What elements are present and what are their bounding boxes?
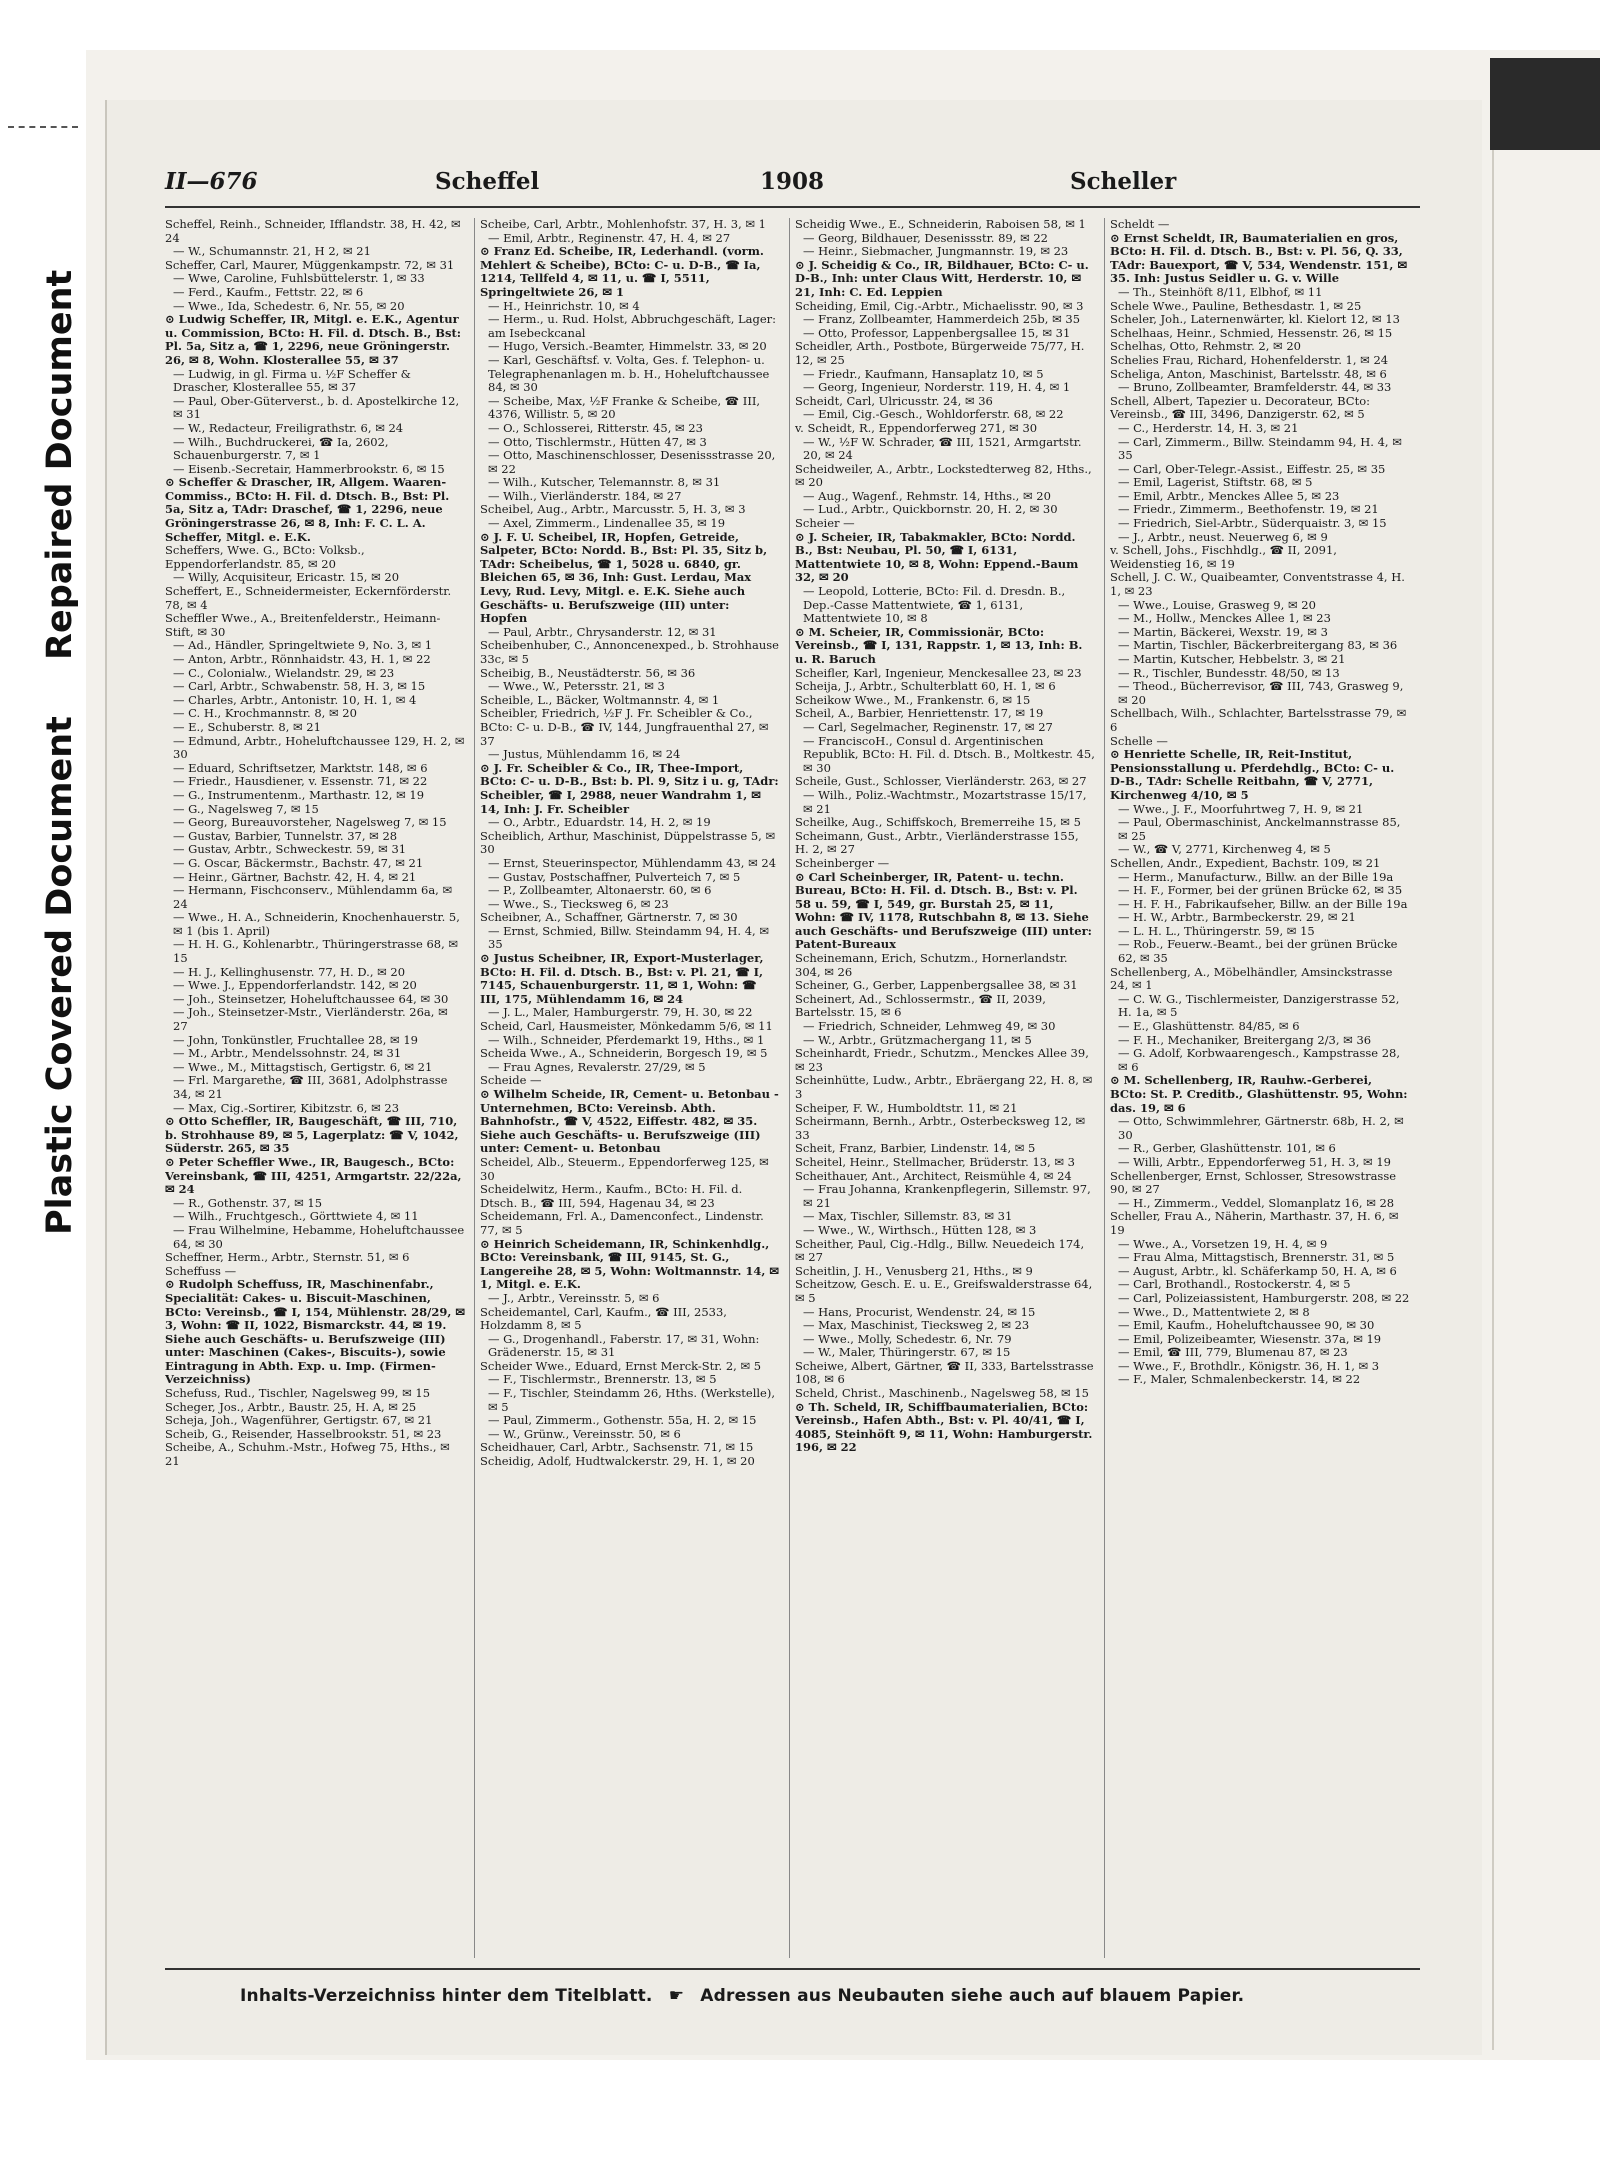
directory-entry: Scheitlin, J. H., Venusberg 21, Hths., ✉ 9 <box>795 1263 1033 1278</box>
directory-entry: — Martin, Kutscher, Hebbelstr. 3, ✉ 21 <box>1118 652 1346 666</box>
directory-entry: — H. H. G., Kohlenarbtr., Thüringerstrasse 68, ✉ 15 <box>173 937 459 966</box>
directory-entry: Scheid, Carl, Hausmeister, Mönkedamm 5/6, ✉ 11 <box>480 1019 773 1034</box>
directory-entry: Scheider Wwe., Eduard, Ernst Merck-Str. 2, ✉ 5 <box>480 1358 762 1373</box>
column-4 <box>1110 218 1410 1958</box>
directory-entry: — Eisenb.-Secretair, Hammerbrookstr. 6, ✉ 15 <box>173 461 445 476</box>
directory-entry: Scheler, Joh., Laternenwärter, kl. Kielort 12, ✉ 13 <box>1110 312 1400 327</box>
directory-entry: Scheja, Joh., Wagenführer, Gertigstr. 67, ✉ 21 <box>165 1413 433 1428</box>
column-divider <box>474 218 475 1958</box>
dashed-mark <box>8 126 78 128</box>
directory-entry: Scheida Wwe., A., Schneiderin, Borgesch 19, ✉ 5 <box>480 1046 768 1061</box>
directory-entry: Scheithauer, Ant., Architect, Reismühle 4, ✉ 24 <box>795 1168 1072 1183</box>
directory-entry: — Edmund, Arbtr., Hoheluftchaussee 129, H. 2, ✉ 30 <box>173 733 465 762</box>
directory-entry: — M., Arbtr., Mendelssohnstr. 24, ✉ 31 <box>173 1046 402 1061</box>
header-left-word: Scheffel <box>435 168 540 195</box>
directory-entry: — August, Arbtr., kl. Schäferkamp 50, H. A, ✉ 6 <box>1118 1263 1397 1278</box>
directory-entry: Schefuss, Rud., Tischler, Nagelsweg 99, ✉ 15 <box>165 1386 431 1401</box>
directory-entry: — Hans, Procurist, Wendenstr. 24, ✉ 15 <box>803 1304 1036 1319</box>
directory-entry: — Frau Agnes, Revalerstr. 27/29, ✉ 5 <box>488 1059 706 1074</box>
directory-entry: — Wwe., W., Petersstr. 21, ✉ 3 <box>488 679 665 694</box>
directory-entry: — Otto, Tischlermstr., Hütten 47, ✉ 3 <box>488 434 707 449</box>
directory-entry: — Wwe., H. A., Schneiderin, Knochenhauerstr. 5, ✉ 1 (bis 1. April) <box>173 910 460 938</box>
side-labels <box>40 140 80 1240</box>
directory-entry: — Wilh., Fruchtgesch., Görttwiete 4, ✉ 11 <box>173 1209 419 1224</box>
directory-entry: Scheidig Wwe., E., Schneiderin, Raboisen 58, ✉ 1 <box>795 218 1086 231</box>
directory-entry: Schellen, Andr., Expedient, Bachstr. 109, ✉ 21 <box>1110 855 1381 870</box>
directory-entry: — C., Herderstr. 14, H. 3, ✉ 21 <box>1118 420 1299 435</box>
directory-entry: Scheidt, Carl, Ulricusstr. 24, ✉ 36 <box>795 393 993 408</box>
directory-entry: — Otto, Schwimmlehrer, Gärtnerstr. 68b, H. 2, ✉ 30 <box>1118 1114 1404 1142</box>
directory-entry: Scheffuss — <box>165 1263 237 1278</box>
footer-left-text: Inhalts-Verzeichniss hinter dem Titelblatt. <box>240 1986 653 2006</box>
directory-entry: Scheibler, Friedrich, ½F J. Fr. Scheibler & Co., BCto: C- u. D-B., ☎ IV, 144, Jungfrauenthal 27, ✉ 37 <box>480 706 769 748</box>
directory-entry: Scheidhauer, Carl, Arbtr., Sachsenstr. 71, ✉ 15 <box>480 1440 754 1455</box>
directory-entry: ⊙ Th. Scheld, IR, Schiffbaumaterialien, BCto: Vereinsb., Hafen Abth., Bst: v. Pl. 40/41, ☎ I, 4085, Steinhöft 9, ✉ 11, Wohn: Hamburgerstr. 196, ✉ 22 <box>795 1399 1093 1455</box>
directory-entry: ⊙ J. Scheier, IR, Tabakmakler, BCto: Nordd. B., Bst: Neubau, Pl. 50, ☎ I, 6131, Mattentwiete 10, ✉ 8, Wohn: Eppend.-Baum 32, ✉ 20 <box>795 529 1079 585</box>
directory-entry: — Ernst, Steuerinspector, Mühlendamm 43, ✉ 24 <box>488 855 777 870</box>
directory-entry: — Friedr., Kaufmann, Hansaplatz 10, ✉ 5 <box>803 366 1044 381</box>
directory-entry: — Bruno, Zollbeamter, Bramfelderstr. 44, ✉ 33 <box>1118 380 1392 395</box>
directory-entry: — Friedrich, Schneider, Lehmweg 49, ✉ 30 <box>803 1019 1056 1034</box>
directory-entry: Scheffler Wwe., A., Breitenfelderstr., Heimann-Stift, ✉ 30 <box>165 611 441 639</box>
directory-entry: — Theod., Bücherrevisor, ☎ III, 743, Grasweg 9, ✉ 20 <box>1118 679 1404 707</box>
directory-entry: — Lud., Arbtr., Quickbornstr. 20, H. 2, ✉ 30 <box>803 502 1058 517</box>
directory-entry: Scheile, Gust., Schlosser, Vierländerstr. 263, ✉ 27 <box>795 774 1087 789</box>
directory-entry: — Friedr., Hausdiener, v. Essenstr. 71, ✉ 22 <box>173 774 428 789</box>
page-footer <box>240 1986 1244 2006</box>
black-tab <box>1490 58 1600 150</box>
directory-entry: Scheffner, Herm., Arbtr., Sternstr. 51, ✉ 6 <box>165 1250 410 1265</box>
directory-entry: — E., Glashüttenstr. 84/85, ✉ 6 <box>1118 1019 1300 1034</box>
directory-entry: — Heinr., Siebmacher, Jungmannstr. 19, ✉ 23 <box>803 244 1069 259</box>
directory-entry: Scheil, A., Barbier, Henriettenstr. 17, ✉ 19 <box>795 706 1044 721</box>
directory-entry: — Wilh., Schneider, Pferdemarkt 19, Hths., ✉ 1 <box>488 1032 765 1047</box>
directory-entry: — Charles, Arbtr., Antonistr. 10, H. 1, ✉ 4 <box>173 692 417 707</box>
directory-entry: — Ludwig, in gl. Firma u. ½F Scheffer & Drascher, Klosterallee 55, ✉ 37 <box>173 366 411 395</box>
directory-entry: — Wilh., Buchdruckerei, ☎ Ia, 2602, Schauenburgerstr. 7, ✉ 1 <box>173 434 389 463</box>
directory-entry: — Emil, Lagerist, Stiftstr. 68, ✉ 5 <box>1118 475 1313 490</box>
directory-entry: Schellenberger, Ernst, Schlosser, Stresowstrasse 90, ✉ 27 <box>1110 1168 1397 1197</box>
directory-entry: Scheiper, F. W., Humboldtstr. 11, ✉ 21 <box>795 1100 1018 1115</box>
page-edge <box>1492 150 1494 2050</box>
directory-entry: Scheidemann, Frl. A., Damenconfect., Lindenstr. 77, ✉ 5 <box>480 1209 764 1237</box>
directory-entry: ⊙ Henriette Schelle, IR, Reit-Institut, Pensionsstallung u. Pferdehdlg., BCto: C- u. D-B., TAdr: Schelle Reitbahn, ☎ V, 2771, Kirchenweg 4/10, ✉ 5 <box>1110 747 1395 802</box>
directory-entry: — Herm., Manufacturw., Billw. an der Bille 19a <box>1118 869 1394 884</box>
directory-entry: Schelhaas, Heinr., Schmied, Hessenstr. 26, ✉ 15 <box>1110 325 1393 340</box>
directory-entry: — Georg, Bureauvorsteher, Nagelsweg 7, ✉ 15 <box>173 815 447 830</box>
directory-entry: Scheidel, Alb., Steuerm., Eppendorferweg 125, ✉ 30 <box>480 1154 769 1183</box>
directory-entry: — Otto, Professor, Lappenbergsallee 15, ✉ 31 <box>803 325 1071 340</box>
directory-entry: — L. H. L., Thüringerstr. 59, ✉ 15 <box>1118 923 1315 938</box>
directory-entry: — Carl, Zimmerm., Billw. Steindamm 94, H. 4, ✉ 35 <box>1118 434 1402 463</box>
directory-entry: Scheinberger — <box>795 855 890 870</box>
directory-entry: — G. Oscar, Bäckermstr., Bachstr. 47, ✉ 21 <box>173 855 424 870</box>
directory-entry: — Frau Wilhelmine, Hebamme, Hoheluftchaussee 64, ✉ 30 <box>173 1222 465 1251</box>
directory-entry: — Friedr., Zimmerm., Beethofenstr. 19, ✉ 21 <box>1118 502 1379 517</box>
directory-entry: — Paul, Obermaschinist, Anckelmannstrasse 85, ✉ 25 <box>1118 815 1401 843</box>
directory-entry: — Joh., Steinsetzer, Hoheluftchaussee 64, ✉ 30 <box>173 991 449 1006</box>
directory-entry: — C., Colonialw., Wielandstr. 29, ✉ 23 <box>173 665 395 680</box>
directory-entry: — Wwe., Ida, Schedestr. 6, Nr. 55, ✉ 20 <box>173 298 405 313</box>
directory-entry: Scheit, Franz, Barbier, Lindenstr. 14, ✉ 5 <box>795 1141 1036 1156</box>
directory-entry: — Wwe, Caroline, Fuhlsbüttelerstr. 1, ✉ 33 <box>173 271 425 286</box>
directory-entry: Scheiwe, Albert, Gärtner, ☎ II, 333, Bartelsstrasse 108, ✉ 6 <box>795 1358 1094 1387</box>
directory-entry: Schellenberg, A., Möbelhändler, Amsinckstrasse 24, ✉ 1 <box>1110 964 1393 993</box>
directory-entry: — G. Adolf, Korbwaarengesch., Kampstrasse 28, ✉ 6 <box>1118 1046 1401 1074</box>
directory-entry: — Wwe., Molly, Schedestr. 6, Nr. 79 <box>803 1331 1012 1346</box>
column-2 <box>480 218 780 1958</box>
directory-entry: — Carl, Brothandl., Rostockerstr. 4, ✉ 5 <box>1118 1277 1351 1292</box>
directory-entry: — H., Heinrichstr. 10, ✉ 4 <box>488 298 640 313</box>
directory-entry: — R., Tischler, Bundesstr. 48/50, ✉ 13 <box>1118 665 1340 680</box>
directory-entry: — Martin, Tischler, Bäckerbreitergang 83, ✉ 36 <box>1118 638 1398 653</box>
directory-entry: Scheinert, Ad., Schlossermstr., ☎ II, 2039, Bartelsstr. 15, ✉ 6 <box>795 991 1046 1020</box>
pointing-hand-icon: ☛ <box>668 1986 685 2006</box>
directory-entry: — Wilh., Poliz.-Wachtmstr., Mozartstrasse 15/17, ✉ 21 <box>803 787 1087 816</box>
directory-entry: — W., Grünw., Vereinsstr. 50, ✉ 6 <box>488 1426 681 1441</box>
directory-entry: — H., Zimmerm., Veddel, Slomanplatz 16, ✉ 28 <box>1118 1195 1395 1210</box>
directory-entry: Scheibner, A., Schaffner, Gärtnerstr. 7, ✉ 30 <box>480 910 738 925</box>
directory-entry: — Frau Alma, Mittagstisch, Brennerstr. 31, ✉ 5 <box>1118 1250 1395 1265</box>
directory-entry: — Wwe., J. F., Moorfuhrtweg 7, H. 9, ✉ 21 <box>1118 801 1364 816</box>
page-header <box>165 168 1420 202</box>
directory-entry: Scheiblich, Arthur, Maschinist, Düppelstrasse 5, ✉ 30 <box>480 828 776 857</box>
directory-entry: — Hermann, Fischconserv., Mühlendamm 6a, ✉ 24 <box>173 883 453 911</box>
directory-entry: — Justus, Mühlendamm 16, ✉ 24 <box>488 747 681 762</box>
directory-entry: — Max, Cig.-Sortirer, Kibitzstr. 6, ✉ 23 <box>173 1100 400 1115</box>
directory-entry: — Joh., Steinsetzer-Mstr., Vierländerstr. 26a, ✉ 27 <box>173 1005 448 1034</box>
directory-entry: ⊙ Peter Scheffler Wwe., IR, Baugesch., BCto: Vereinsbank, ☎ III, 4251, Armgartstr. 22/22a, ✉ 24 <box>165 1154 462 1197</box>
directory-entry: — Wwe., F., Brothdlr., Königstr. 36, H. 1, ✉ 3 <box>1118 1358 1380 1373</box>
directory-entry: Scheliga, Anton, Maschinist, Bartelsstr. 48, ✉ 6 <box>1110 366 1387 381</box>
directory-entry: Scheffer, Carl, Maurer, Müggenkampstr. 72, ✉ 31 <box>165 257 455 272</box>
directory-entry: ⊙ Carl Scheinberger, IR, Patent- u. techn. Bureau, BCto: H. Fil. d. Dtsch. B., Bst: v. Pl. 58 u. 59, ☎ I, 549, gr. Burstah 25, ✉ 11, Wohn: ☎ IV, 1178, Rutschbahn 8, ✉ 13. Siehe auch Geschäfts- und Berufszweige (III) unter: Patent-Bureaux <box>795 869 1092 952</box>
column-divider <box>789 218 790 1958</box>
directory-entry: — Leopold, Lotterie, BCto: Fil. d. Dresdn. B., Dep.-Casse Mattentwiete, ☎ 1, 6131, Mattentwiete 10, ✉ 8 <box>803 584 1066 626</box>
directory-entry: — John, Tonkünstler, Fruchtallee 28, ✉ 19 <box>173 1032 418 1047</box>
directory-entry: — W., ½F W. Schrader, ☎ III, 1521, Armgartstr. 20, ✉ 24 <box>803 434 1082 463</box>
directory-entry: Scheinhardt, Friedr., Schutzm., Menckes Allee 39, ✉ 23 <box>795 1046 1089 1074</box>
directory-entry: Scheikow Wwe., M., Frankenstr. 6, ✉ 15 <box>795 692 1031 707</box>
directory-entry: — H. J., Kellinghusenstr. 77, H. D., ✉ 20 <box>173 964 406 979</box>
directory-entry: — Franz, Zollbeamter, Hammerdeich 25b, ✉ 35 <box>803 312 1081 327</box>
directory-entry: ⊙ Franz Ed. Scheibe, IR, Lederhandl. (vorm. Mehlert & Scheibe), BCto: C- u. D-B., ☎ Ia, 1214, Tellfeld 4, ✉ 11, u. ☎ I, 5511, Springeltwiete 26, ✉ 1 <box>480 244 764 299</box>
directory-entry: ⊙ Scheffer & Drascher, IR, Allgem. Waaren-Commiss., BCto: H. Fil. d. Dtsch. B., Bst: Pl. 5a, Sitz a, TAdr: Draschef, ☎ 1, 2296, neue Gröningerstrasse 26, ✉ 8, Inh: F. C. L. A. Scheffer, Mitgl. e. E.K. <box>165 475 450 544</box>
directory-entry: — P., Zollbeamter, Altonaerstr. 60, ✉ 6 <box>488 883 712 898</box>
directory-entry: Scheifler, Karl, Ingenieur, Menckesallee 23, ✉ 23 <box>795 665 1082 680</box>
directory-entry: — Anton, Arbtr., Rönnhaidstr. 43, H. 1, ✉ 22 <box>173 652 431 666</box>
directory-entry: Scheibe, A., Schuhm.-Mstr., Hofweg 75, Hths., ✉ 21 <box>165 1440 450 1469</box>
directory-entry: — G., Instrumentenm., Marthastr. 12, ✉ 19 <box>173 787 425 802</box>
directory-entry: — W., Schumannstr. 21, H 2, ✉ 21 <box>173 244 371 259</box>
column-divider <box>1104 218 1105 1958</box>
directory-entry: Scheija, J., Arbtr., Schulterblatt 60, H. 1, ✉ 6 <box>795 679 1056 694</box>
directory-entry: Scheffel, Reinh., Schneider, Ifflandstr. 38, H. 42, ✉ 24 <box>165 218 461 245</box>
directory-entry: Scheld, Christ., Maschinenb., Nagelsweg 58, ✉ 15 <box>795 1386 1089 1401</box>
directory-entry: — Heinr., Gärtner, Bachstr. 42, H. 4, ✉ 21 <box>173 869 417 884</box>
directory-entry: — W., ☎ V, 2771, Kirchenweg 4, ✉ 5 <box>1118 842 1331 857</box>
directory-entry: Scheirmann, Bernh., Arbtr., Osterbecksweg 12, ✉ 33 <box>795 1114 1086 1142</box>
directory-entry: Scheidig, Adolf, Hudtwalckerstr. 29, H. 1, ✉ 20 <box>480 1454 755 1469</box>
directory-entry: — Wwe., W., Wirthsch., Hütten 128, ✉ 3 <box>803 1222 1037 1237</box>
directory-entry: Scheible, L., Bäcker, Woltmannstr. 4, ✉ 1 <box>480 692 720 707</box>
directory-entry: — Carl, Arbtr., Schwabenstr. 58, H. 3, ✉ 15 <box>173 679 426 694</box>
directory-entry: — Herm., u. Rud. Holst, Abbruchgeschäft, Lager: am Isebeckcanal <box>488 312 777 340</box>
directory-entry: Scheidemantel, Carl, Kaufm., ☎ III, 2533, Holzdamm 8, ✉ 5 <box>480 1304 727 1333</box>
directory-entry: — Ernst, Schmied, Billw. Steindamm 94, H. 4, ✉ 35 <box>488 923 769 952</box>
directory-entry: — H. F., Former, bei der grünen Brücke 62, ✉ 35 <box>1118 883 1403 898</box>
directory-entry: ⊙ Rudolph Scheffuss, IR, Maschinenfabr., Specialität: Cakes- u. Biscuit-Maschinen, BCto: Vereinsb., ☎ I, 154, Mühlenstr. 28/29, ✉ 3, Wohn: ☎ II, 1022, Bismarckstr. 44, ✉ 19. Siehe auch Geschäfts- u. Berufszweige (III) unter: Maschinen (Cakes-, Biscuits-), sowie Eintragung in Abth. Exp. u. Imp. (Firmen-Verzeichniss) <box>165 1277 465 1387</box>
directory-entry: — Th., Steinhöft 8/11, Elbhof, ✉ 11 <box>1118 284 1323 299</box>
directory-entry: — Carl, Segelmacher, Reginenstr. 17, ✉ 27 <box>803 719 1053 734</box>
directory-entry: — M., Hollw., Menckes Allee 1, ✉ 23 <box>1118 611 1331 626</box>
directory-entry: Scheller, Frau A., Näherin, Marthastr. 37, H. 6, ✉ 19 <box>1110 1209 1399 1237</box>
directory-entry: — Gustav, Arbtr., Schweckestr. 59, ✉ 31 <box>173 842 407 857</box>
directory-entry: — Paul, Zimmerm., Gothenstr. 55a, H. 2, ✉ 15 <box>488 1413 757 1428</box>
directory-entry: Scheither, Paul, Cig.-Hdlg., Billw. Neuedeich 174, ✉ 27 <box>795 1236 1085 1265</box>
directory-entry: Scheiner, G., Gerber, Lappenbergsallee 38, ✉ 31 <box>795 978 1078 993</box>
directory-entry: — H. W., Arbtr., Barmbeckerstr. 29, ✉ 21 <box>1118 910 1356 925</box>
directory-entry: — Emil, Kaufm., Hoheluftchaussee 90, ✉ 30 <box>1118 1318 1375 1333</box>
directory-entry: — F., Tischler, Steindamm 26, Hths. (Werkstelle), ✉ 5 <box>488 1386 775 1414</box>
directory-entry: — R., Gothenstr. 37, ✉ 15 <box>173 1195 323 1210</box>
directory-entry: — Willi, Arbtr., Eppendorferweg 51, H. 3, ✉ 19 <box>1118 1154 1391 1169</box>
directory-entry: — O., Schlosserei, Ritterstr. 45, ✉ 23 <box>488 420 703 435</box>
directory-entry: ⊙ M. Schellenberg, IR, Rauhw.-Gerberei, BCto: St. P. Creditb., Glashüttenstr. 95, Wohn: das. 19, ✉ 6 <box>1110 1073 1408 1115</box>
directory-entry: Schell, Albert, Tapezier u. Decorateur, BCto: Vereinsb., ☎ III, 3496, Danzigerstr. 62, ✉ 5 <box>1110 393 1370 422</box>
directory-entry: ⊙ Wilhelm Scheide, IR, Cement- u. Betonbau - Unternehmen, BCto: Vereinsb. Abth. Bahnhofstr., ☎ V, 4522, Eiffestr. 482, ✉ 35. Siehe auch Geschäfts- u. Berufszweige (III) unter: Cement- u. Betonbau <box>480 1087 779 1156</box>
directory-entry: v. Scheidt, R., Eppendorferweg 271, ✉ 30 <box>795 420 1038 435</box>
directory-entry: — Ferd., Kaufm., Fettstr. 22, ✉ 6 <box>173 284 364 299</box>
directory-entry: — Ad., Händler, Springeltwiete 9, No. 3, ✉ 1 <box>173 638 433 653</box>
directory-entry: — Wwe., Louise, Grasweg 9, ✉ 20 <box>1118 597 1316 612</box>
directory-entry: — Georg, Bildhauer, Desenissstr. 89, ✉ 22 <box>803 230 1048 245</box>
header-rule <box>165 206 1420 208</box>
directory-entry: Scheibig, B., Neustädterstr. 56, ✉ 36 <box>480 665 696 680</box>
directory-entry: — Paul, Arbtr., Chrysanderstr. 12, ✉ 31 <box>488 624 717 639</box>
directory-entry: Scheffert, E., Schneidermeister, Eckernförderstr. 78, ✉ 4 <box>165 584 452 612</box>
directory-entry: — Rob., Feuerw.-Beamt., bei der grünen Brücke 62, ✉ 35 <box>1118 937 1398 966</box>
directory-entry: — Max, Tischler, Sillemstr. 83, ✉ 31 <box>803 1209 1013 1224</box>
directory-entry: — F. H., Mechaniker, Breitergang 2/3, ✉ 36 <box>1118 1032 1372 1047</box>
directory-entry: — Wilh., Kutscher, Telemannstr. 8, ✉ 31 <box>488 475 721 490</box>
directory-entry: ⊙ J. Scheidig & Co., IR, Bildhauer, BCto: C- u. D-B., Inh: unter Claus Witt, Herderstr. 10, ✉ 21, Inh: C. Ed. Leppien <box>795 257 1089 299</box>
directory-entry: — C. W. G., Tischlermeister, Danzigerstrasse 52, H. 1a, ✉ 5 <box>1118 991 1400 1020</box>
directory-entry: — Scheibe, Max, ½F Franke & Scheibe, ☎ III, 4376, Willistr. 5, ✉ 20 <box>488 393 761 422</box>
directory-entry: — Carl, Polizeiassistent, Hamburgerstr. 208, ✉ 22 <box>1118 1290 1410 1305</box>
directory-entry: ⊙ J. F. U. Scheibel, IR, Hopfen, Getreide, Salpeter, BCto: Nordd. B., Bst: Pl. 35, Sitz b, TAdr: Scheibelus, ☎ 1, 5028 u. 6840, gr. Bleichen 65, ✉ 36, Inh: Gust. Lerdau, Max Levy, Rud. Levy, Mitgl. e. E.K. Siehe auch Geschäfts- u. Berufszweige (III) unter: Hopfen <box>480 529 768 626</box>
directory-entry: — Eduard, Schriftsetzer, Marktstr. 148, ✉ 6 <box>173 760 428 775</box>
directory-entry: — Aug., Wagenf., Rehmstr. 14, Hths., ✉ 20 <box>803 488 1051 503</box>
directory-entry: Scheldt — <box>1110 218 1170 231</box>
column-1 <box>165 218 465 1958</box>
footer-rule <box>165 1968 1420 1970</box>
directory-entry: Scheilke, Aug., Schiffskoch, Bremerreihe 15, ✉ 5 <box>795 815 1081 830</box>
directory-entry: Schele Wwe., Pauline, Bethesdastr. 1, ✉ 25 <box>1110 298 1362 313</box>
directory-entry: — Friedrich, Siel-Arbtr., Süderquaistr. 3, ✉ 15 <box>1118 516 1387 531</box>
directory-entry: — W., Arbtr., Grützmachergang 11, ✉ 5 <box>803 1032 1032 1047</box>
directory-entry: — Paul, Ober-Güterverst., b. d. Apostelkirche 12, ✉ 31 <box>173 393 460 422</box>
directory-entry: — E., Schuberstr. 8, ✉ 21 <box>173 719 321 734</box>
directory-entry: Scheibel, Aug., Arbtr., Marcusstr. 5, H. 3, ✉ 3 <box>480 502 746 517</box>
directory-entry: ⊙ Heinrich Scheidemann, IR, Schinkenhdlg., BCto: Vereinsbank, ☎ III, 9145, St. G., Langereihe 28, ✉ 5, Wohn: Woltmannstr. 14, ✉ 1, Mitgl. e. E.K. <box>480 1236 780 1292</box>
directory-entry: Scheier — <box>795 516 855 531</box>
directory-entry: ⊙ Ernst Scheldt, IR, Baumaterialien en gros, BCto: H. Fil. d. Dtsch. B., Bst: v. Pl. 56, Q. 33, TAdr: Bauexport, ☎ V, 534, Wendenstr. 151, ✉ 35. Inh: Justus Seidler u. G. v. Wille <box>1110 230 1408 286</box>
directory-entry: Scheiding, Emil, Cig.-Arbtr., Michaelisstr. 90, ✉ 3 <box>795 298 1084 313</box>
directory-entry: ⊙ Ludwig Scheffer, IR, Mitgl. e. E.K., Agentur u. Commission, BCto: H. Fil. d. Dtsch. B., Bst: Pl. 5a, Sitz a, ☎ 1, 2296, neue Gröningerstr. 26, ✉ 8, Wohn. Klosterallee 55, ✉ 37 <box>165 312 462 367</box>
directory-entry: Schelies Frau, Richard, Hohenfelderstr. 1, ✉ 24 <box>1110 352 1389 367</box>
directory-entry: — Karl, Geschäftsf. v. Volta, Ges. f. Telephon- u. Telegraphenanlagen m. b. H., Hoheluftchaussee 84, ✉ 30 <box>488 352 770 395</box>
directory-entry: ⊙ Justus Scheibner, IR, Export-Musterlager, BCto: H. Fil. d. Dtsch. B., Bst: v. Pl. 21, ☎ I, 7145, Schauenburgerstr. 11, ✉ 1, Wohn: ☎ III, 175, Mühlendamm 16, ✉ 24 <box>480 951 764 1006</box>
directory-entry: — Willy, Acquisiteur, Ericastr. 15, ✉ 20 <box>173 570 400 585</box>
directory-entry: — W., Maler, Thüringerstr. 67, ✉ 15 <box>803 1345 1011 1360</box>
directory-entry: — O., Arbtr., Eduardstr. 14, H. 2, ✉ 19 <box>488 815 711 830</box>
directory-entry: — Emil, Arbtr., Reginenstr. 47, H. 4, ✉ 27 <box>488 230 731 245</box>
directory-entry: — Wilh., Vierländerstr. 184, ✉ 27 <box>488 488 682 503</box>
directory-entry: Scheidelwitz, Herm., Kaufm., BCto: H. Fil. d. Dtsch. B., ☎ III, 594, Hagenau 34, ✉ 23 <box>480 1182 743 1210</box>
directory-entry: — Emil, Arbtr., Menckes Allee 5, ✉ 23 <box>1118 488 1340 503</box>
directory-entry: Scheimann, Gust., Arbtr., Vierländerstrasse 155, H. 2, ✉ 27 <box>795 828 1079 857</box>
repaired-document-label: Repaired Document <box>40 269 80 660</box>
directory-entry: — J., Arbtr., neust. Neuerweg 6, ✉ 9 <box>1118 529 1328 544</box>
directory-entry: Scheidler, Arth., Postbote, Bürgerweide 75/77, H. 12, ✉ 25 <box>795 339 1085 367</box>
directory-entry: — Martin, Bäckerei, Wexstr. 19, ✉ 3 <box>1118 624 1328 639</box>
directory-entry: — FranciscoH., Consul d. Argentinischen Republik, BCto: H. Fil. d. Dtsch. B., Moltkestr. 45, ✉ 30 <box>803 733 1095 775</box>
directory-entry: — Wwe., A., Vorsetzen 19, H. 4, ✉ 9 <box>1118 1236 1328 1251</box>
directory-entry: Scheibenhuber, C., Annoncenexped., b. Strohhause 33c, ✉ 5 <box>480 638 779 666</box>
directory-entry: Scheger, Jos., Arbtr., Baustr. 25, H. A, ✉ 25 <box>165 1399 417 1414</box>
plastic-covered-label: Plastic Covered Document <box>40 716 80 1235</box>
directory-entry: — Gustav, Postschaffner, Pulverteich 7, ✉ 5 <box>488 869 741 884</box>
directory-entry: Schelle — <box>1110 733 1168 748</box>
directory-entry: — Axel, Zimmerm., Lindenallee 35, ✉ 19 <box>488 516 726 531</box>
directory-entry: — R., Gerber, Glashüttenstr. 101, ✉ 6 <box>1118 1141 1336 1156</box>
directory-entry: — Wwe., D., Mattentwiete 2, ✉ 8 <box>1118 1304 1310 1319</box>
directory-entry: — Wwe., S., Tiecksweg 6, ✉ 23 <box>488 896 669 911</box>
directory-entry: Scheffers, Wwe. G., BCto: Volksb., Eppendorferlandstr. 85, ✉ 20 <box>165 543 365 571</box>
directory-entry: Scheide — <box>480 1073 542 1088</box>
directory-entry: — G., Drogenhandl., Faberstr. 17, ✉ 31, Wohn: Grädenerstr. 15, ✉ 31 <box>488 1331 760 1360</box>
directory-entry: Schelhas, Otto, Rehmstr. 2, ✉ 20 <box>1110 339 1301 354</box>
directory-entry: — W., Redacteur, Freiligrathstr. 6, ✉ 24 <box>173 420 404 435</box>
directory-entry: ⊙ J. Fr. Scheibler & Co., IR, Thee-Import, BCto: C- u. D-B., Bst: b. Pl. 9, Sitz i u. g, TAdr: Scheibler, ☎ I, 2988, neuer Wandrahm 1, ✉ 14, Inh: J. Fr. Scheibler <box>480 760 779 816</box>
directory-entry: — Frau Johanna, Krankenpflegerin, Sillemstr. 97, ✉ 21 <box>803 1182 1091 1210</box>
directory-entry: — Emil, ☎ III, 779, Blumenau 87, ✉ 23 <box>1118 1345 1348 1360</box>
footer-right-text: Adressen aus Neubauten siehe auch auf blauem Papier. <box>700 1986 1245 2006</box>
directory-entry: — Wwe., M., Mittagstisch, Gertigstr. 6, ✉ 21 <box>173 1059 433 1074</box>
header-year: 1908 <box>760 168 825 195</box>
directory-entry: — C. H., Krochmannstr. 8, ✉ 20 <box>173 706 357 721</box>
directory-entry: — Carl, Ober-Telegr.-Assist., Eiffestr. 25, ✉ 35 <box>1118 461 1386 476</box>
directory-entry: Scheitzow, Gesch. E. u. E., Greifswalderstrasse 64, ✉ 5 <box>795 1277 1093 1305</box>
directory-entry: ⊙ M. Scheier, IR, Commissionär, BCto: Vereinsb., ☎ I, 131, Rappstr. 1, ✉ 13, Inh: B. u. R. Baruch <box>795 624 1083 666</box>
directory-entry: — J. L., Maler, Hamburgerstr. 79, H. 30, ✉ 22 <box>488 1005 753 1020</box>
directory-entry: Scheidweiler, A., Arbtr., Lockstedterweg 82, Hths., ✉ 20 <box>795 461 1092 490</box>
directory-entry: — Wwe. J., Eppendorferlandstr. 142, ✉ 20 <box>173 978 417 993</box>
directory-entry: — Gustav, Barbier, Tunnelstr. 37, ✉ 28 <box>173 828 398 843</box>
directory-entry: — Hugo, Versich.-Beamter, Himmelstr. 33, ✉ 20 <box>488 339 767 354</box>
header-right-word: Scheller <box>1070 168 1177 195</box>
directory-entry: — F., Tischlermstr., Brennerstr. 13, ✉ 5 <box>488 1372 717 1387</box>
directory-entry: Scheitel, Heinr., Stellmacher, Brüderstr. 13, ✉ 3 <box>795 1154 1076 1169</box>
directory-entry: Scheinemann, Erich, Schutzm., Hornerlandstr. 304, ✉ 26 <box>795 951 1068 979</box>
directory-entry: — Max, Maschinist, Tiecksweg 2, ✉ 23 <box>803 1318 1030 1333</box>
directory-entry: Scheib, G., Reisender, Hasselbrookstr. 51, ✉ 23 <box>165 1426 442 1441</box>
directory-entry: — H. F. H., Fabrikaufseher, Billw. an der Bille 19a <box>1118 896 1408 911</box>
page-number: II—676 <box>165 168 258 195</box>
directory-entry: — Frl. Margarethe, ☎ III, 3681, Adolphstrasse 34, ✉ 21 <box>173 1073 448 1101</box>
directory-entry: — Otto, Maschinenschlosser, Desenissstrasse 20, ✉ 22 <box>488 448 776 476</box>
directory-entry: — G., Nagelsweg 7, ✉ 15 <box>173 801 319 816</box>
directory-entry: Scheibe, Carl, Arbtr., Mohlenhofstr. 37, H. 3, ✉ 1 <box>480 218 766 231</box>
column-3 <box>795 218 1095 1958</box>
directory-entry: Scheinhütte, Ludw., Arbtr., Ebräergang 22, H. 8, ✉ 3 <box>795 1073 1093 1101</box>
directory-entry: — Emil, Polizeibeamter, Wiesenstr. 37a, ✉ 19 <box>1118 1331 1382 1346</box>
directory-entry: — F., Maler, Schmalenbeckerstr. 14, ✉ 22 <box>1118 1372 1361 1387</box>
directory-entry: — J., Arbtr., Vereinsstr. 5, ✉ 6 <box>488 1290 660 1305</box>
directory-entry: v. Schell, Johs., Fischhdlg., ☎ II, 2091, Weidenstieg 16, ✉ 19 <box>1110 543 1337 571</box>
directory-entry: Schell, J. C. W., Quaibeamter, Conventstrasse 4, H. 1, ✉ 23 <box>1110 570 1405 599</box>
directory-entry: — Georg, Ingenieur, Norderstr. 119, H. 4, ✉ 1 <box>803 380 1071 395</box>
directory-entry: Schellbach, Wilh., Schlachter, Bartelsstrasse 79, ✉ 6 <box>1110 706 1407 734</box>
directory-entry: — Emil, Cig.-Gesch., Wohldorferstr. 68, ✉ 22 <box>803 407 1064 422</box>
directory-entry: ⊙ Otto Scheffler, IR, Baugeschäft, ☎ III, 710, b. Strohhause 89, ✉ 5, Lagerplatz: ☎ V, 1042, Süderstr. 265, ✉ 35 <box>165 1114 459 1156</box>
